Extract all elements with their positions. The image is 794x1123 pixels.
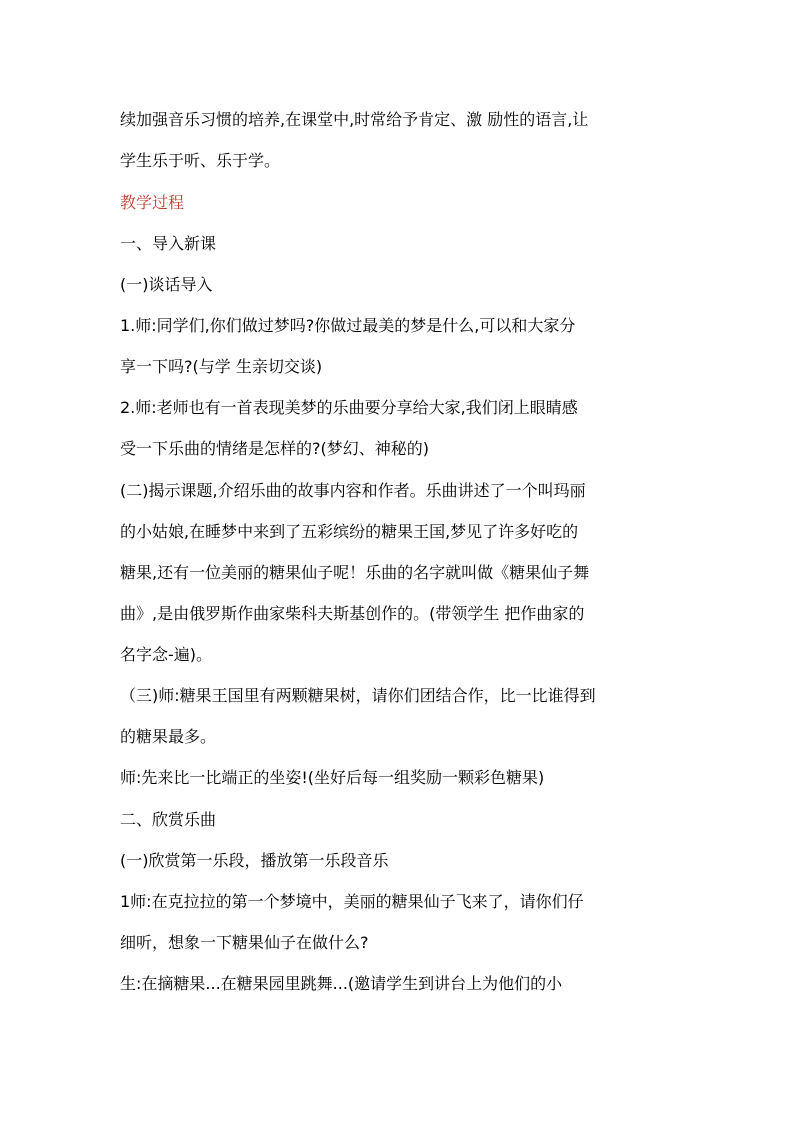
section-heading: 一、导入新课: [120, 234, 217, 253]
text-line: 的小姑娘,在睡梦中来到了五彩缤纷的糖果王国,梦见了许多好吃的: [120, 522, 579, 541]
text-line: 曲》,是由俄罗斯作曲家柴科夫斯基创作的。(带领学生 把作曲家的: [120, 604, 585, 623]
text-line: 师:先来比一比端正的坐姿!(坐好后每一组奖励一颗彩色糖果): [120, 768, 545, 787]
text-line: 糖果,还有一位美丽的糖果仙子呢！乐曲的名字就叫做《糖果仙子舞: [120, 563, 590, 582]
text-line: 续加强音乐习惯的培养,在课堂中,时常给予肯定、激 励性的语言,让: [120, 110, 589, 129]
text-line: (二)揭示课题,介绍乐曲的故事内容和作者。乐曲讲述了一个叫玛丽: [120, 481, 586, 500]
text-line: 1师:在克拉拉的第一个梦境中，美丽的糖果仙子飞来了，请你们仔: [120, 892, 584, 911]
subsection-heading: (一)欣赏第一乐段，播放第一乐段音乐: [120, 851, 389, 870]
text-line: 享一下吗?(与学 生亲切交谈): [120, 357, 323, 376]
subsection-heading: (一)谈话导入: [120, 275, 213, 294]
text-line: 学生乐于听、乐于学。: [120, 151, 281, 170]
text-line: 生:在摘糖果...在糖果园里跳舞...(邀请学生到讲台上为他们的小: [120, 974, 563, 993]
text-line: 受一下乐曲的情绪是怎样的?(梦幻、神秘的): [120, 439, 429, 458]
text-line: （三)师:糖果王国里有两颗糖果树，请你们团结合作，比一比谁得到: [120, 686, 596, 705]
text-line: 细听，想象一下糖果仙子在做什么?: [120, 933, 369, 952]
text-line: 2.师:老师也有一首表现美梦的乐曲要分享给大家,我们闭上眼睛感: [120, 398, 578, 417]
text-line: 名字念-遍)。: [120, 645, 213, 664]
section-heading: 二、欣赏乐曲: [120, 810, 217, 829]
text-line: 1.师:同学们,你们做过梦吗?你做过最美的梦是什么,可以和大家分: [120, 316, 576, 335]
section-heading: 教学过程: [120, 193, 185, 212]
text-line: 的糖果最多。: [120, 727, 217, 746]
